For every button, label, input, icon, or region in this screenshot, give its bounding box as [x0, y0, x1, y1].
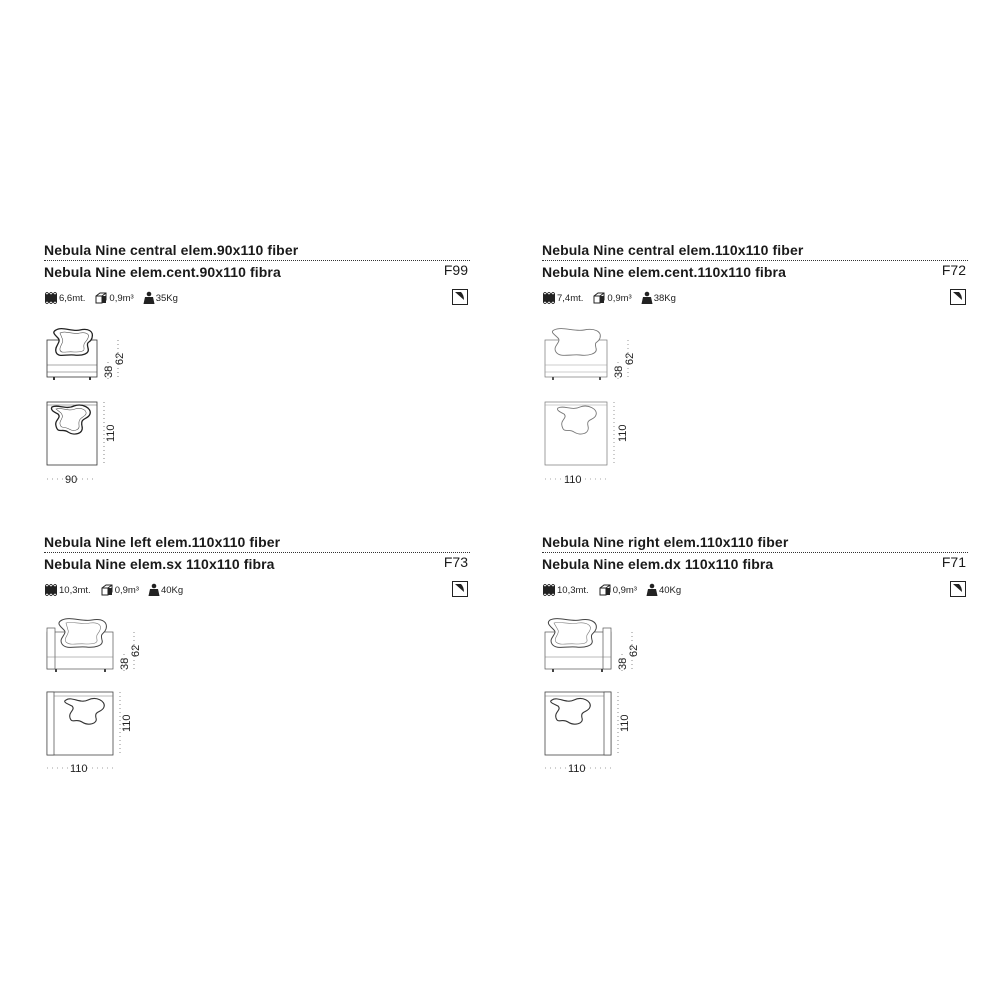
package-volume-icon: [100, 583, 114, 597]
product-code: F71: [941, 554, 966, 570]
weight-icon: [641, 291, 653, 305]
width-label: 110: [70, 763, 88, 775]
depth-label: 110: [617, 424, 629, 442]
fabric-value: 10,3mt.: [59, 584, 91, 596]
fabric-icon: [44, 291, 58, 305]
weight-icon: [646, 583, 658, 597]
spec-row: [44, 290, 187, 306]
weight-icon: [148, 583, 160, 597]
spec-row: [542, 582, 690, 598]
volume-value: 0,9m³: [114, 584, 139, 596]
volume-spec: [100, 583, 139, 597]
technical-drawing: [542, 614, 672, 784]
spec-row: [542, 290, 685, 306]
technical-drawing: [542, 322, 662, 492]
weight-spec: [143, 291, 178, 305]
product-name-it: Nebula Nine elem.cent.110x110 fibra: [542, 264, 786, 280]
fabric-icon: [542, 291, 556, 305]
product-code: F99: [443, 262, 468, 278]
weight-spec: [641, 291, 676, 305]
product-name-it: Nebula Nine elem.sx 110x110 fibra: [44, 556, 275, 572]
volume-spec: [94, 291, 133, 305]
width-label: 110: [564, 474, 582, 486]
fabric-value: 6,6mt.: [59, 292, 86, 304]
depth-label: 110: [619, 714, 631, 732]
corner-fold-icon: [452, 289, 468, 305]
spec-row: [44, 582, 192, 598]
fabric-value: 7,4mt.: [557, 292, 584, 304]
depth-label: 110: [121, 714, 133, 732]
fabric-spec: [44, 583, 91, 597]
corner-fold-icon: [452, 581, 468, 597]
total-height-label: 62: [114, 352, 126, 365]
total-height-label: 62: [130, 644, 142, 657]
divider: [542, 260, 968, 261]
fabric-icon: [44, 583, 58, 597]
width-label: 90: [65, 474, 78, 486]
product-code: F73: [443, 554, 468, 570]
package-volume-icon: [94, 291, 108, 305]
depth-label: 110: [105, 424, 117, 442]
corner-fold-icon: [950, 289, 966, 305]
seat-height-label: 38: [119, 657, 131, 670]
package-volume-icon: [598, 583, 612, 597]
fabric-spec: [542, 291, 583, 305]
product-name-it: Nebula Nine elem.dx 110x110 fibra: [542, 556, 774, 572]
fabric-spec: [44, 291, 85, 305]
product-card: [44, 534, 470, 784]
product-name-en: Nebula Nine left elem.110x110 fiber: [44, 534, 281, 550]
technical-drawing: [44, 614, 174, 784]
weight-value: 38Kg: [653, 292, 676, 304]
volume-value: 0,9m³: [607, 292, 632, 304]
volume-spec: [592, 291, 631, 305]
fabric-value: 10,3mt.: [557, 584, 589, 596]
weight-spec: [646, 583, 681, 597]
divider: [542, 552, 968, 553]
weight-icon: [143, 291, 155, 305]
volume-value: 0,9m³: [612, 584, 637, 596]
seat-height-label: 38: [617, 657, 629, 670]
seat-height-label: 38: [613, 365, 625, 378]
width-label: 110: [568, 763, 586, 775]
product-name-en: Nebula Nine right elem.110x110 fiber: [542, 534, 789, 550]
divider: [44, 260, 470, 261]
weight-value: 40Kg: [658, 584, 682, 596]
corner-fold-icon: [950, 581, 966, 597]
volume-value: 0,9m³: [109, 292, 134, 304]
product-name-en: Nebula Nine central elem.90x110 fiber: [44, 242, 299, 258]
weight-value: 35Kg: [155, 292, 178, 304]
total-height-label: 62: [624, 352, 636, 365]
package-volume-icon: [592, 291, 606, 305]
product-name-en: Nebula Nine central elem.110x110 fiber: [542, 242, 804, 258]
fabric-icon: [542, 583, 556, 597]
technical-drawing: [44, 322, 164, 492]
product-card: [542, 242, 968, 492]
weight-spec: [148, 583, 183, 597]
divider: [44, 552, 470, 553]
product-card: [44, 242, 470, 492]
fabric-spec: [542, 583, 589, 597]
product-name-it: Nebula Nine elem.cent.90x110 fibra: [44, 264, 281, 280]
seat-height-label: 38: [103, 365, 115, 378]
product-code: F72: [941, 262, 966, 278]
total-height-label: 62: [628, 644, 640, 657]
volume-spec: [598, 583, 637, 597]
weight-value: 40Kg: [160, 584, 184, 596]
product-card: [542, 534, 968, 784]
